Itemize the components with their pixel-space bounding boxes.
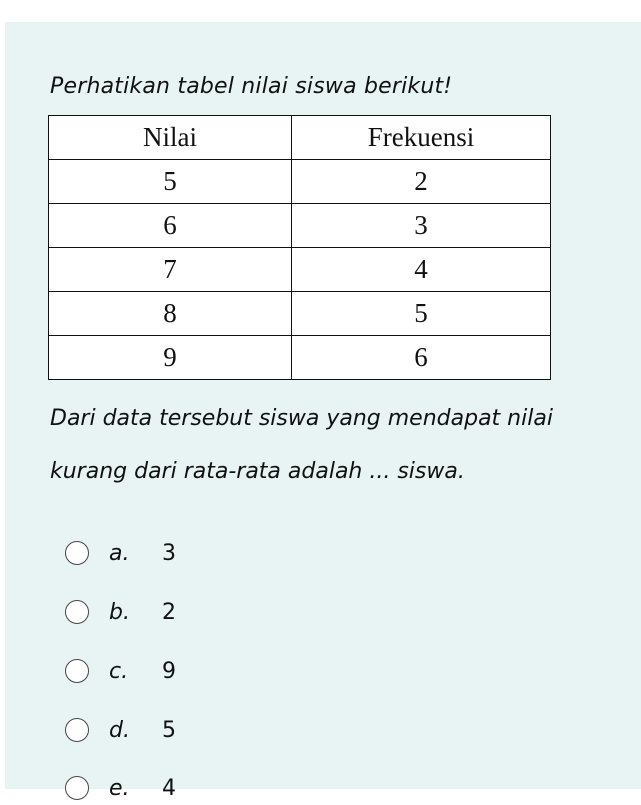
option-letter: a.: [109, 540, 130, 566]
header-frekuensi: Frekuensi: [292, 116, 551, 160]
question-line-1: Dari data tersebut siswa yang mendapat nilai: [50, 406, 553, 431]
option-value: 9: [162, 658, 176, 684]
radio-icon[interactable]: [65, 718, 89, 742]
cell-nilai: 6: [49, 204, 292, 248]
question-text: [50, 392, 640, 498]
option-letter: d.: [109, 717, 130, 743]
option-b[interactable]: [65, 595, 225, 629]
option-value: 2: [162, 599, 176, 625]
question-intro: Perhatikan tabel nilai siswa berikut!: [50, 74, 453, 99]
option-d[interactable]: [65, 713, 225, 747]
table-header-row: [49, 116, 551, 160]
table-row: [49, 336, 551, 380]
question-card: [5, 22, 641, 801]
radio-icon[interactable]: [65, 600, 89, 624]
option-value: 3: [162, 540, 176, 566]
table-row: [49, 204, 551, 248]
cell-frekuensi: 5: [292, 292, 551, 336]
radio-icon[interactable]: [65, 659, 89, 683]
cell-frekuensi: 3: [292, 204, 551, 248]
cell-frekuensi: 2: [292, 160, 551, 204]
option-letter: e.: [109, 775, 130, 801]
grades-table: [48, 115, 551, 380]
option-c[interactable]: [65, 654, 225, 688]
radio-icon[interactable]: [65, 541, 89, 565]
table-row: [49, 292, 551, 336]
question-line-2: kurang dari rata-rata adalah ... siswa.: [50, 459, 465, 484]
cell-frekuensi: 4: [292, 248, 551, 292]
cell-nilai: 5: [49, 160, 292, 204]
option-value: 5: [162, 717, 176, 743]
option-a[interactable]: [65, 536, 225, 570]
option-letter: c.: [109, 658, 129, 684]
cell-nilai: 9: [49, 336, 292, 380]
cell-nilai: 8: [49, 292, 292, 336]
option-letter: b.: [109, 599, 130, 625]
radio-icon[interactable]: [65, 776, 89, 800]
table-row: [49, 160, 551, 204]
cell-nilai: 7: [49, 248, 292, 292]
cell-frekuensi: 6: [292, 336, 551, 380]
table-row: [49, 248, 551, 292]
option-value: 4: [162, 775, 176, 801]
header-nilai: Nilai: [49, 116, 292, 160]
option-e[interactable]: [65, 771, 225, 805]
